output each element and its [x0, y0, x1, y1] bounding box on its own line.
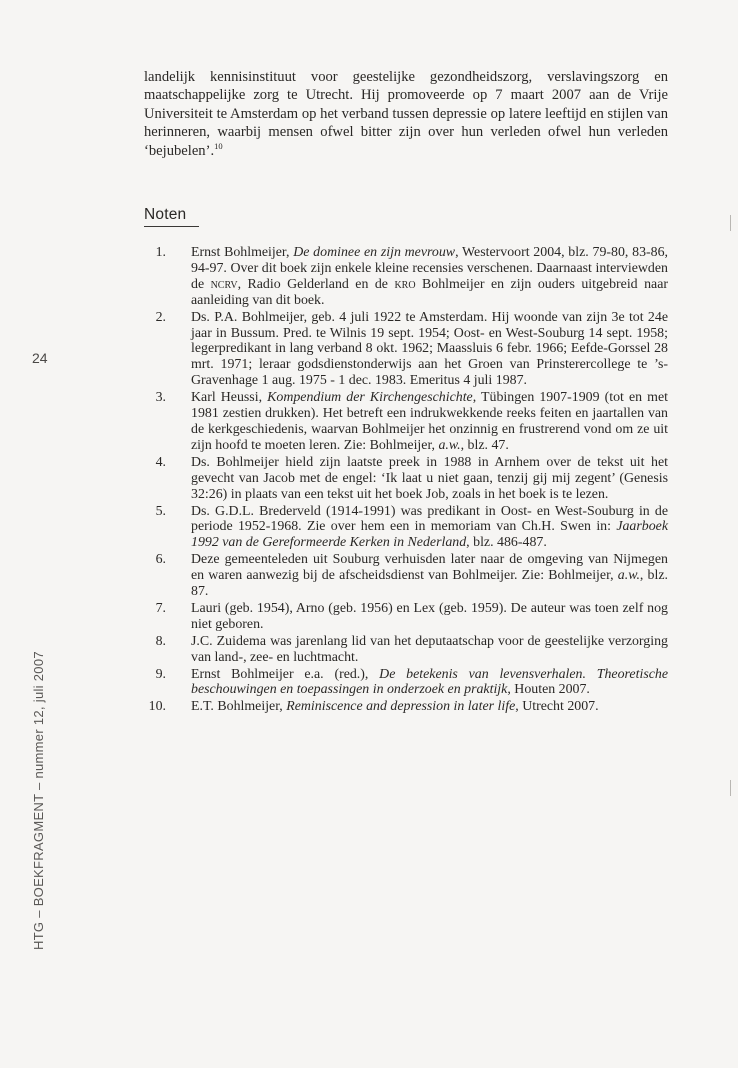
note-text: kro	[394, 276, 416, 292]
note-number: 10.	[148, 699, 166, 715]
note-item	[144, 310, 668, 390]
note-text: Bohlmeijer en zijn ouders uitgebreid naar aanleiding van dit boek.	[191, 276, 668, 308]
note-number: 2.	[155, 309, 166, 325]
note-number: 1.	[155, 245, 166, 260]
note-text: Ds. P.A. Bohlmeijer, geb. 4 juli 1922 te Amsterdam. Hij woonde van zijn 3e tot 24e jaar in Bussum. Pred. te Wilnis 19 sept. 1954; Oost- en West-Souburg 14 sept. 1958; legerpredikant in lang verband 8 okt. 1962; Maassluis 6 febr. 1966; Eefde-Gorssel 28 mrt. 1971; leraar godsdienstonderwijs aan het Groen van Prinsterercollege te ’s-Gravenhage 1 aug. 1975 - 1 dec. 1983. Emeritus 4 juli 1987.	[191, 309, 668, 389]
note-item	[144, 552, 668, 600]
note-item	[144, 601, 668, 633]
crop-mark	[730, 215, 731, 231]
note-text: , Utrecht 2007.	[515, 699, 599, 715]
note-text: Ernst Bohlmeijer e.a. (red.),	[191, 666, 380, 682]
note-text: Lauri (geb. 1954), Arno (geb. 1956) en Lex (geb. 1959). De auteur was toen zelf nog niet geboren.	[191, 600, 668, 632]
note-title-italic: Kompendium der Kirchengeschichte	[267, 390, 473, 406]
note-number: 4.	[155, 454, 166, 470]
note-title-italic: Reminiscence and depression in later life	[286, 699, 516, 715]
crop-mark	[730, 780, 731, 796]
note-item	[144, 390, 668, 454]
page-number: 24	[32, 350, 48, 366]
note-number: 5.	[155, 503, 166, 519]
note-text: ncrv	[210, 276, 238, 292]
note-number: 6.	[155, 552, 166, 568]
note-text: , Westervoort 2004, blz. 79-80, 83-86, 94-97. Over dit boek zijn enkele kleine recensies verschenen. Daarnaast interviewden de	[191, 245, 668, 292]
note-text: , blz. 486-487.	[466, 535, 547, 551]
note-text: , Tübingen 1907-1909 (tot en met 1981 zestien drukken). Het betreft een indrukwekkende reeks feiten en jaartallen van de kerkgeschiedenis, waarvan Bohlmeijer het onzinnig en frustrerend vond om ze uit zijn hoofd te moeten leren. Zie: Bohlmeijer,	[191, 390, 668, 453]
note-item	[144, 634, 668, 666]
note-title-italic: De betekenis van levensverhalen. Theoretische beschouwingen en toepassingen in onderzoek en praktijk	[191, 666, 668, 698]
note-text: , Radio Gelderland en de	[237, 276, 395, 292]
note-number: 8.	[155, 633, 166, 649]
note-item	[144, 455, 668, 503]
note-item	[144, 699, 668, 715]
note-text: , blz. 87.	[191, 568, 669, 600]
note-title-italic: De dominee en zijn mevrouw	[293, 245, 456, 260]
note-text: , blz. 47.	[460, 437, 509, 453]
note-number: 3.	[155, 390, 166, 406]
note-item	[144, 667, 668, 699]
note-text: , Houten 2007.	[507, 682, 590, 698]
footnote-ref: 10	[214, 140, 223, 151]
note-text: E.T. Bohlmeijer,	[191, 699, 287, 715]
note-item	[144, 245, 668, 309]
note-title-italic: a.w.	[438, 437, 461, 453]
note-number: 7.	[155, 600, 166, 616]
note-title-italic: a.w.	[617, 568, 640, 584]
note-text: Deze gemeenteleden uit Souburg verhuisden later naar de omgeving van Nijmegen en waren aanwezig bij de afscheidsdienst van Bohlmeijer. Zie: Bohlmeijer,	[191, 552, 668, 584]
note-number: 9.	[155, 666, 166, 682]
body-paragraph	[144, 68, 668, 160]
note-text: Karl Heussi,	[191, 390, 268, 406]
note-text: Ds. G.D.L. Brederveld (1914-1991) was predikant in Oost- en West-Souburg in de periode 1952-1968. Zie over hem een in memoriam van Ch.H. Swen in:	[191, 503, 668, 535]
notes-list	[144, 245, 668, 716]
note-item	[144, 504, 668, 552]
note-text: Ernst Bohlmeijer,	[191, 245, 294, 260]
notes-heading: Noten	[144, 206, 187, 223]
note-text: Ds. Bohlmeijer hield zijn laatste preek in 1988 in Arnhem over de tekst uit het gevecht van Jacob met de engel: ‘Ik laat u niet gaan, tenzij gij mij zegent’ (Genesis 32:26) in plaats van een tekst uit het boek Job, zoals in het boek is te lezen.	[191, 454, 668, 502]
body-text: landelijk kennisinstituut voor geestelijke gezondheidszorg, verslavingszorg en maatschappelijke zorg te Utrecht. Hij promoveerde op 7 maart 2007 aan de Vrije Universiteit te Amsterdam op het verband tussen depressie op latere leeftijd en stijlen van herinneren, waarbij mensen ofwel bitter zijn over hun verleden ofwel hun verleden ‘bejubelen’.	[144, 69, 668, 159]
note-text: J.C. Zuidema was jarenlang lid van het deputaatschap voor de geestelijke verzorging van land-, zee- en luchtmacht.	[191, 633, 668, 665]
note-title-italic: Jaarboek 1992 van de Gereformeerde Kerken in Nederland	[191, 519, 668, 551]
running-footer: HTG – BOEKFRAGMENT – nummer 12, juli 2007	[31, 651, 46, 950]
notes-heading-rule	[144, 226, 199, 227]
